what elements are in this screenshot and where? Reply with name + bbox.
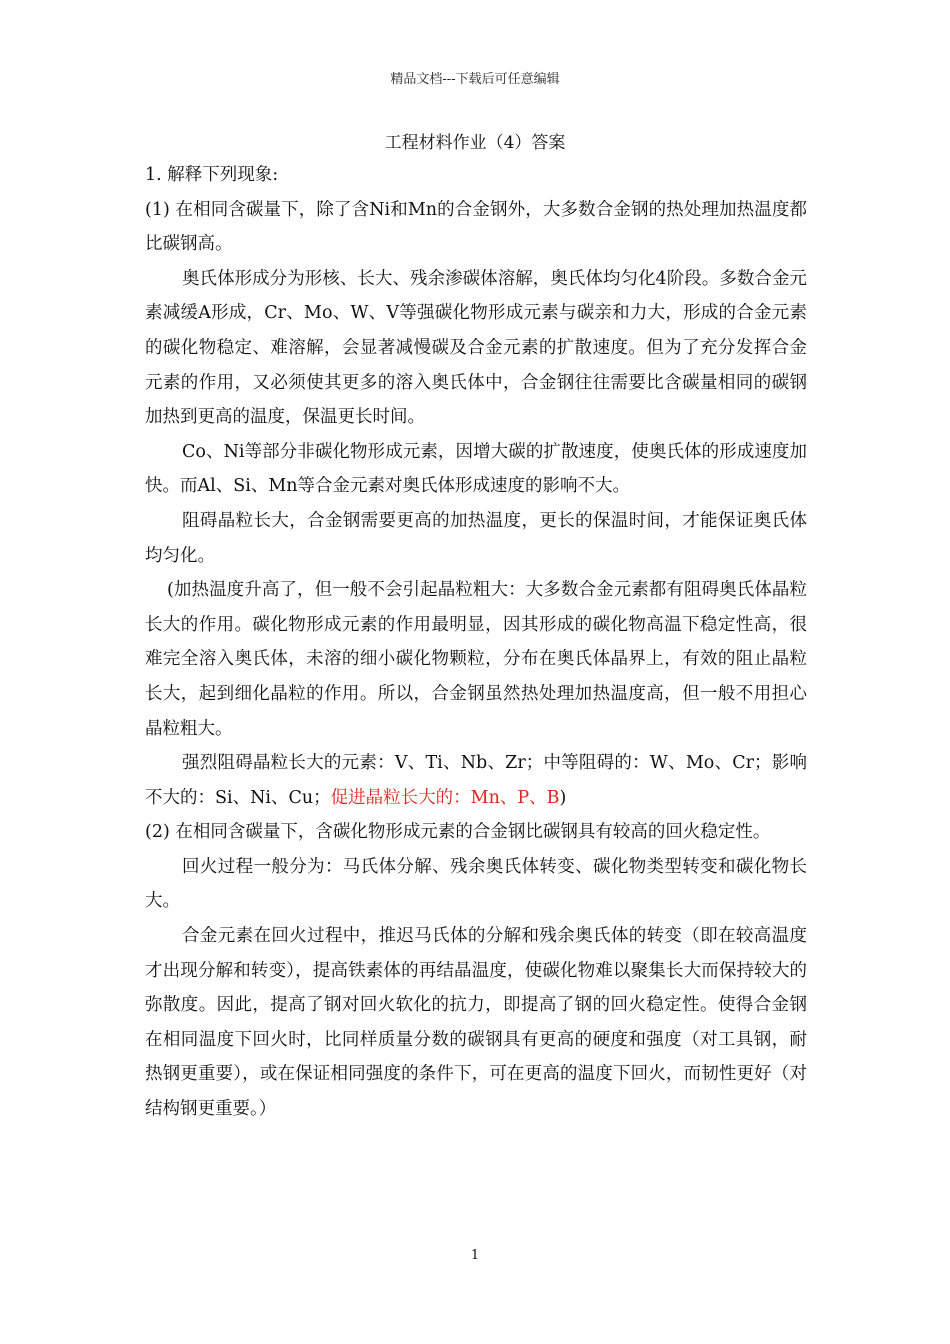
answer-1-2-paragraph-2: 合金元素在回火过程中，推迟马氏体的分解和残余奥氏体的转变（即在较高温度才出现分解和转变），提高铁素体的再结晶温度，使碳化物难以聚集长大而保持较大的弥散度。因此，提高了钢对回火软化的抗力，即提高了钢的回火稳定性。使得合金钢在相同温度下回火时，比同样质量分数的碳钢具有更高的硬度和强度（对工具钢，耐热钢更重要），或在保证相同强度的条件下，可在更高的温度下回火，而韧性更好（对结构钢更重要。） bbox=[145, 926, 807, 1120]
answer-1-1-paragraph-2: Co、Ni等部分非碳化物形成元素，因增大碳的扩散速度，使奥氏体的形成速度加快。而Al、Si、Mn等合金元素对奥氏体形成速度的影响不大。 bbox=[145, 441, 807, 497]
answer-1-1-paragraph-3: 阻碍晶粒长大，合金钢需要更高的加热温度，更长的保温时间，才能保证奥氏体均匀化。 bbox=[145, 510, 807, 566]
question-1-2-text: (2) 在相同含碳量下，含碳化物形成元素的合金钢比碳钢具有较高的回火稳定性。 bbox=[145, 822, 771, 843]
answer-1-1-paragraph-1: 奥氏体形成分为形核、长大、残余渗碳体溶解，奥氏体均匀化4阶段。多数合金元素减缓A形成，Cr、Mo、W、V等强碳化物形成元素与碳亲和力大，形成的合金元素的碳化物稳定、难溶解，会显著减慢碳及合金元素的扩散速度。但为了充分发挥合金元素的作用，又必须使其更多的溶入奥氏体中，合金钢往往需要比含碳量相同的碳钢加热到更高的温度，保温更长时间。 bbox=[145, 268, 807, 428]
document-body bbox=[145, 158, 807, 1127]
page-header: 精品文档---下载后可任意编辑 bbox=[390, 72, 560, 87]
closing-paren: ) bbox=[559, 787, 567, 808]
answer-1-1-paragraph-5 bbox=[145, 746, 807, 815]
document-title: 工程材料作业（4）答案 bbox=[384, 133, 566, 153]
question-1-1-text: (1) 在相同含碳量下，除了含Ni和Mn的合金钢外，大多数合金钢的热处理加热温度都比碳钢高。 bbox=[145, 199, 807, 255]
page-number: 1 bbox=[470, 1248, 480, 1263]
grain-growth-promoters-highlight: 促进晶粒长大的：Mn、P、B bbox=[330, 787, 560, 808]
answer-1-2-paragraph-1: 回火过程一般分为：马氏体分解、残余奥氏体转变、碳化物类型转变和碳化物长大。 bbox=[145, 856, 807, 912]
question-1-heading: 1. 解释下列现象: bbox=[145, 165, 279, 185]
grain-growth-elements-text: 强烈阻碍晶粒长大的元素：V、Ti、Nb、Zr；中等阻碍的：W、Mo、Cr；影响不大的：Si、Ni、Cu； bbox=[145, 753, 807, 808]
answer-1-1-paragraph-4: (加热温度升高了，但一般不会引起晶粒粗大：大多数合金元素都有阻碍奥氏体晶粒长大的作用。碳化物形成元素的作用最明显，因其形成的碳化物高温下稳定性高，很难完全溶入奥氏体，未溶的细小碳化物颗粒，分布在奥氏体晶界上，有效的阻止晶粒长大，起到细化晶粒的作用。所以，合金钢虽然热处理加热温度高，但一般不用担心晶粒粗大。 bbox=[145, 580, 807, 739]
